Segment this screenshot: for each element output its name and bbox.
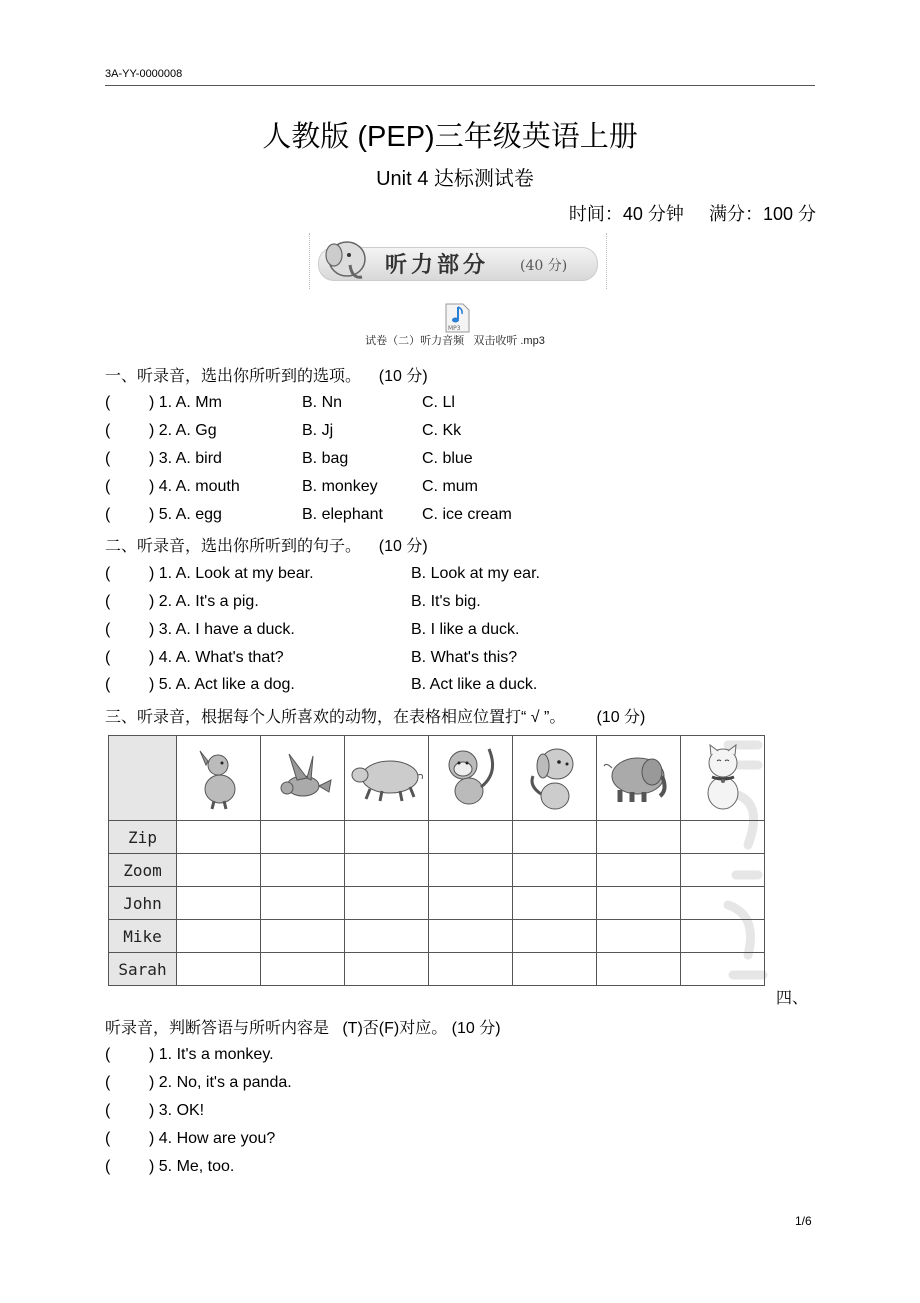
document-code: 3A-YY-0000008 [105,68,183,80]
check-cell[interactable] [429,920,513,953]
response-text: ) 1. It's a monkey. [149,1046,274,1063]
option-c: C. blue [422,450,473,467]
page-title: 人教版 (PEP)三年级英语上册 [262,121,638,153]
check-cell[interactable] [177,821,261,854]
check-cell[interactable] [177,854,261,887]
option-c: C. mum [422,478,478,495]
answer-blank[interactable]: ( [105,1074,111,1091]
check-cell[interactable] [177,953,261,986]
option-b: B. Jj [302,422,334,439]
animal-cat [681,736,765,821]
option-b: B. Act like a duck. [411,676,538,693]
response-text: ) 3. OK! [149,1102,205,1119]
elephant-icon [602,750,676,806]
answer-blank[interactable]: ( [105,1130,111,1147]
option-a: ) 2. A. Gg [149,422,217,439]
option-b: B. It's big. [411,593,481,610]
check-cell[interactable] [345,821,429,854]
check-cell[interactable] [597,920,681,953]
check-cell[interactable] [681,854,765,887]
section-2-points: (10 分) [378,538,428,555]
check-cell[interactable] [429,887,513,920]
header-divider [105,85,815,86]
student-name: Zoom [109,854,177,887]
audio-file-caption[interactable]: 试卷（二）听力音频 双击收听 .mp3 [365,335,545,347]
check-cell[interactable] [597,887,681,920]
answer-blank[interactable]: ( [105,478,111,495]
option-a: ) 3. A. I have a duck. [149,621,295,638]
check-cell[interactable] [681,920,765,953]
option-a: ) 2. A. It's a pig. [149,593,259,610]
student-name: Sarah [109,953,177,986]
option-a: ) 1. A. Look at my bear. [149,565,314,582]
check-cell[interactable] [597,854,681,887]
animal-elephant [597,736,681,821]
svg-text:MP3: MP3 [448,325,461,332]
option-b: B. Look at my ear. [411,565,540,582]
check-cell[interactable] [513,821,597,854]
table-header-row [109,736,765,821]
check-cell[interactable] [513,887,597,920]
score-label: 满分： [708,204,763,224]
check-cell[interactable] [513,920,597,953]
check-cell[interactable] [261,920,345,953]
student-name: John [109,887,177,920]
table-row [109,953,765,986]
section-1-points: (10 分) [378,368,428,385]
answer-blank[interactable]: ( [105,506,111,523]
check-cell[interactable] [681,953,765,986]
page-number: 1/6 [795,1214,812,1228]
table-row [109,887,765,920]
check-cell[interactable] [261,887,345,920]
animal-bird [261,736,345,821]
time-label: 时间： [568,204,623,224]
table-row [109,821,765,854]
page-subtitle: Unit 4 达标测试卷 [376,168,534,190]
check-cell[interactable] [345,953,429,986]
check-cell[interactable] [177,920,261,953]
response-text: ) 5. Me, too. [149,1158,235,1175]
check-cell[interactable] [681,887,765,920]
answer-blank[interactable]: ( [105,676,111,693]
answer-blank[interactable]: ( [105,422,111,439]
dog-icon [525,742,585,814]
check-cell[interactable] [345,887,429,920]
bird-icon [273,748,333,808]
check-cell[interactable] [261,953,345,986]
answer-blank[interactable]: ( [105,1102,111,1119]
check-cell[interactable] [429,854,513,887]
listening-banner [309,233,607,289]
section-3-title [105,704,645,727]
section-1-instruction: 一、听录音，选出你所听到的选项。 [105,368,362,385]
animal-duck [177,736,261,821]
answer-blank[interactable]: ( [105,394,111,411]
option-b: B. Nn [302,394,343,411]
option-a: ) 5. A. egg [149,506,222,523]
option-b: B. monkey [302,478,378,495]
option-b: B. What's this? [411,649,518,666]
table-row [109,920,765,953]
banner-title: 听力部分 [385,252,490,278]
option-a: ) 5. A. Act like a dog. [149,676,295,693]
monkey-icon [441,743,501,813]
mp3-file-icon[interactable] [443,303,471,333]
check-cell[interactable] [177,887,261,920]
check-cell[interactable] [345,854,429,887]
time-value: 40 分钟 [622,204,684,224]
section-4-prefix: 四、 [776,988,809,1007]
option-c: C. Kk [422,422,462,439]
option-a: ) 4. A. mouth [149,478,240,495]
section-1-title [105,363,428,386]
option-a: ) 4. A. What's that? [149,649,284,666]
section-3-points: (10 分) [596,709,646,726]
check-cell[interactable] [513,953,597,986]
option-c: C. ice cream [422,506,512,523]
table-row [109,854,765,887]
answer-blank[interactable]: ( [105,621,111,638]
option-b: B. bag [302,450,349,467]
section-2-instruction: 二、听录音，选出你所听到的句子。 [105,538,362,555]
check-cell[interactable] [597,821,681,854]
pig-icon [348,753,426,803]
check-cell[interactable] [681,821,765,854]
response-text: ) 4. How are you? [149,1130,276,1147]
option-c: C. Ll [422,394,455,411]
answer-blank[interactable]: ( [105,450,111,467]
check-cell[interactable] [429,821,513,854]
banner-score: (40 分) [520,258,568,274]
section-3-instruction: 三、听录音，根据每个人所喜欢的动物，在表格相应位置打“ √ ”。 [105,709,566,726]
exam-meta [569,200,816,226]
answer-blank[interactable]: ( [105,1046,111,1063]
answer-blank[interactable]: ( [105,649,111,666]
check-cell[interactable] [513,854,597,887]
animal-preference-table [108,735,765,986]
option-b: B. I like a duck. [411,621,520,638]
duck-icon [194,743,244,813]
check-cell[interactable] [345,920,429,953]
student-name: Zip [109,821,177,854]
section-4-title: 听录音，判断答语与所听内容是 (T)否(F)对应。 (10 分) [105,1020,501,1037]
table-corner [109,736,177,821]
animal-pig [345,736,429,821]
answer-blank[interactable]: ( [105,565,111,582]
answer-blank[interactable]: ( [105,1158,111,1175]
cat-icon [698,743,748,813]
student-name: Mike [109,920,177,953]
option-b: B. elephant [302,506,383,523]
section-2-title [105,533,428,556]
option-a: ) 1. A. Mm [149,394,222,411]
elephant-icon [322,237,372,283]
answer-blank[interactable]: ( [105,593,111,610]
animal-dog [513,736,597,821]
score-value: 100 分 [762,204,816,224]
check-cell[interactable] [429,953,513,986]
animal-monkey [429,736,513,821]
response-text: ) 2. No, it's a panda. [149,1074,292,1091]
option-a: ) 3. A. bird [149,450,222,467]
check-cell[interactable] [597,953,681,986]
check-cell[interactable] [261,821,345,854]
check-cell[interactable] [261,854,345,887]
